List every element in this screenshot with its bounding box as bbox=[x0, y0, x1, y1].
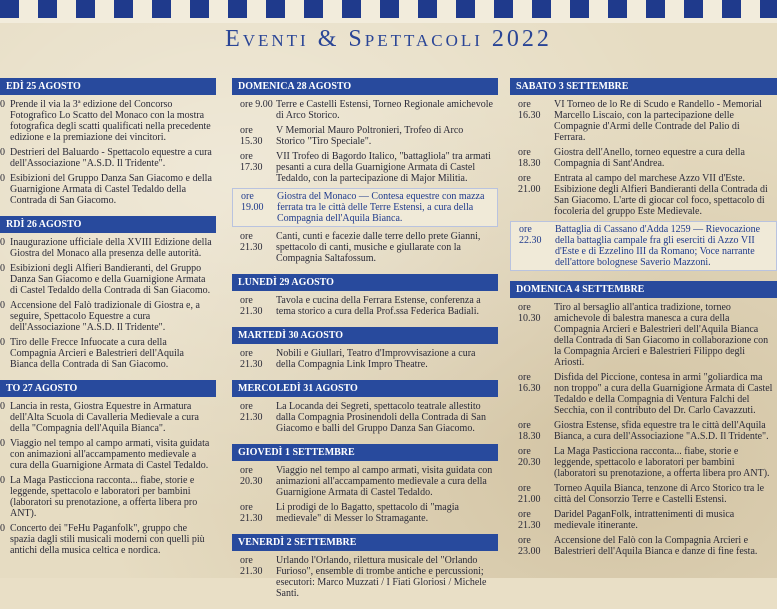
day-header: GIOVEDÌ 1 SETTEMBRE bbox=[232, 444, 498, 461]
event-description: Canti, cunti e facezie dalle terre dello prete Gianni, spettacolo di canti, musiche e giullarate con la Compagnia Saltafossum. bbox=[276, 231, 481, 264]
event-row bbox=[232, 99, 498, 121]
event-row bbox=[232, 151, 498, 184]
event-row bbox=[0, 147, 216, 169]
event-time: ore 21.30 bbox=[240, 348, 263, 370]
event-time: ore 23.00 bbox=[518, 535, 541, 557]
event-time: ore 17.30 bbox=[240, 151, 263, 173]
event-time: ore 20.30 bbox=[240, 465, 263, 487]
event-time: ore 22.30 bbox=[519, 224, 542, 246]
event-description: Esibizioni degli Alfieri Bandieranti, del Gruppo Danza San Giacomo e della Guarnigione Armata di Castel Tedaldo della Contrada di San Giacomo. bbox=[10, 263, 211, 296]
event-row bbox=[510, 173, 777, 217]
event-description: Tavola e cucina della Ferrara Estense, conferenza a tema storico a cura della Prof.ssa Federica Badiali. bbox=[276, 295, 481, 317]
event-time: ore 21.00 bbox=[518, 173, 541, 195]
event-time: 0 bbox=[0, 99, 5, 110]
event-time: ore 10.30 bbox=[518, 302, 541, 324]
event-row bbox=[232, 502, 498, 524]
event-description: VII Trofeo di Bagordo Italico, "battagliola" tra armati pesanti a cura della Guarnigione Armata di Castel Tedaldo, con la partecipazione di Major Militia. bbox=[276, 151, 491, 184]
event-description: Prende il via la 3ª edizione del Concorso Fotografico Lo Scatto del Monaco con la mostra fotografica degli scatti qualificati nella precedente edizione e la premiazione dei vincitori. bbox=[10, 99, 211, 143]
event-row bbox=[232, 295, 498, 317]
event-time: ore 21.30 bbox=[240, 502, 263, 524]
day-header: EDÌ 25 AGOSTO bbox=[0, 78, 216, 95]
column-3 bbox=[510, 78, 777, 567]
event-description: La Maga Pasticciona racconta... fiabe, storie e leggende, spettacolo e laboratori per bambini (laboratori su prenotazione, a offerta libera pro ANT). bbox=[10, 475, 198, 519]
event-time: 0 bbox=[0, 237, 5, 248]
event-description: Viaggio nel tempo al campo armati, visita guidata con animazioni all'accampamento medievale a cura della Guarnigione Armata di Castel Tedaldo. bbox=[10, 438, 210, 471]
event-row bbox=[0, 300, 216, 333]
event-row bbox=[510, 509, 777, 531]
event-row bbox=[510, 372, 777, 416]
event-time: 0 bbox=[0, 401, 5, 412]
day-header: TO 27 AGOSTO bbox=[0, 380, 216, 397]
event-time: ore 16.30 bbox=[518, 99, 541, 121]
day-header: DOMENICA 4 SETTEMBRE bbox=[510, 281, 777, 298]
event-description: Inaugurazione ufficiale della XVIII Edizione della Giostra del Monaco alla presenza delle autorità. bbox=[10, 237, 212, 259]
event-row bbox=[510, 147, 777, 169]
event-row bbox=[0, 523, 216, 556]
day-header: RDÌ 26 AGOSTO bbox=[0, 216, 216, 233]
event-time: 0 bbox=[0, 300, 5, 311]
event-time: 0 bbox=[0, 173, 5, 184]
event-description: Destrieri del Baluardo - Spettacolo equestre a cura dell'Associazione "A.S.D. Il Tridente". bbox=[10, 147, 212, 169]
event-description: Li prodigi de lo Bagatto, spettacolo di "magia medievale" di Messer lo Stramagante. bbox=[276, 502, 459, 524]
event-description: Lancia in resta, Giostra Equestre in Armatura dell'Alta Scuola di Cavalleria Medievale a cura della "Compagnia dell'Aquila Bianca". bbox=[10, 401, 199, 434]
day-header: SABATO 3 SETTEMBRE bbox=[510, 78, 777, 95]
event-row bbox=[510, 302, 777, 368]
event-row bbox=[510, 99, 777, 143]
event-row bbox=[0, 99, 216, 143]
event-row bbox=[232, 401, 498, 434]
page-title: Eventi & Spettacoli 2022 bbox=[225, 26, 552, 52]
event-description: Giostra Estense, sfida equestre tra le città dell'Aquila Bianca, a cura dell'Associazione "A.S.D. Il Tridente". bbox=[554, 420, 769, 442]
event-time: ore 9.00 bbox=[240, 99, 273, 110]
event-time: ore 21.30 bbox=[240, 401, 263, 423]
event-row bbox=[510, 483, 777, 505]
event-description: Giostra dell'Anello, torneo equestre a cura della Compagnia di Sant'Andrea. bbox=[554, 147, 745, 169]
day-header: LUNEDÌ 29 AGOSTO bbox=[232, 274, 498, 291]
event-description: Daridel PaganFolk, intrattenimenti di musica medievale itinerante. bbox=[554, 509, 735, 531]
event-description: Viaggio nel tempo al campo armati, visita guidata con animazioni all'accampamento medievale a cura della Guarnigione Armata di Castel Tedaldo. bbox=[276, 465, 493, 498]
checkered-border bbox=[0, 0, 777, 18]
event-description: Nobili e Giullari, Teatro d'Improvvisazione a cura della Compagnia Link Impro Theatre. bbox=[276, 348, 476, 370]
event-description: VI Torneo de lo Re di Scudo e Randello - Memorial Marcello Liscaio, con la partecipazione delle Compagnie d'Armi delle Contrade del Palio di Ferrara. bbox=[554, 99, 762, 143]
event-description: Torneo Aquila Bianca, tenzone di Arco Storico tra le città del Consorzio Terre e Castelli Estensi. bbox=[554, 483, 765, 505]
event-row bbox=[0, 438, 216, 471]
event-description: Accensione del Falò con la Compagnia Arcieri e Balestrieri dell'Aquila Bianca e danze di fine festa. bbox=[554, 535, 758, 557]
event-row bbox=[232, 125, 498, 147]
event-time: 0 bbox=[0, 263, 5, 274]
event-row bbox=[0, 237, 216, 259]
event-description: La Maga Pasticciona racconta... fiabe, storie e leggende, spettacolo e laboratori per bambini (laboratori su prenotazione, a offerta libera pro ANT). bbox=[554, 446, 770, 479]
border-strip bbox=[0, 18, 777, 23]
event-time: 0 bbox=[0, 475, 5, 486]
event-time: ore 15.30 bbox=[240, 125, 263, 147]
event-row bbox=[0, 173, 216, 206]
event-row bbox=[0, 475, 216, 519]
event-description: Entrata al campo del marchese Azzo VII d'Este. Esibizione degli Alfieri Bandieranti della Contrada di San Giacomo. L'arte di giocar col foco, spettacolo di focoleria del gruppo Este Medievale. bbox=[554, 173, 768, 217]
event-time: ore 16.30 bbox=[518, 372, 541, 394]
day-header: MERCOLEDÌ 31 AGOSTO bbox=[232, 380, 498, 397]
event-description: Disfida del Piccione, contesa in armi "goliardica ma non troppo" a cura della Guarnigione Armata di Castel Tedaldo e della Compagnia di Ventura Falchi del Secchia, con il contributo del Dr. Carlo Cavazzuti. bbox=[554, 372, 773, 416]
event-time: 0 bbox=[0, 147, 5, 158]
event-row bbox=[510, 535, 777, 557]
event-description: Tiro delle Frecce Infuocate a cura della Compagnia Arcieri e Balestrieri dell'Aquila Bianca della Contrada di San Giacomo. bbox=[10, 337, 184, 370]
day-header: MARTEDÌ 30 AGOSTO bbox=[232, 327, 498, 344]
column-2 bbox=[232, 78, 498, 609]
event-time: 0 bbox=[0, 438, 5, 449]
event-row bbox=[510, 221, 777, 271]
event-time: ore 18.30 bbox=[518, 420, 541, 442]
event-row bbox=[0, 263, 216, 296]
event-time: ore 21.30 bbox=[240, 231, 263, 253]
event-row bbox=[0, 401, 216, 434]
event-description: Urlando l'Orlando, rilettura musicale del "Orlando Furioso", ensemble di trombe antiche e percussioni; esecutori: Marco Muzzati / I Fiati Gloriosi / Michele Santi. bbox=[276, 555, 487, 599]
event-time: ore 21.30 bbox=[240, 295, 263, 317]
event-description: Giostra del Monaco — Contesa equestre con mazza ferrata tra le città delle Terre Estensi, a cura della Compagnia dell'Aquila Bianca. bbox=[277, 191, 485, 224]
event-row bbox=[510, 420, 777, 442]
event-time: ore 21.30 bbox=[518, 509, 541, 531]
event-row bbox=[232, 555, 498, 599]
event-row bbox=[232, 348, 498, 370]
event-description: Accensione del Falò tradizionale di Giostra e, a seguire, Spettacolo Equestre a cura dell'Associazione "A.S.D. Il Tridente". bbox=[10, 300, 200, 333]
event-description: La Locanda dei Segreti, spettacolo teatrale allestito dalla Compagnia Prosinendoli della Contrada di San Giacomo e balli del Gruppo Danza San Giacomo. bbox=[276, 401, 486, 434]
event-row bbox=[232, 231, 498, 264]
day-header: DOMENICA 28 AGOSTO bbox=[232, 78, 498, 95]
column-1 bbox=[0, 78, 216, 566]
event-time: ore 20.30 bbox=[518, 446, 541, 468]
event-row bbox=[232, 465, 498, 498]
event-time: 0 bbox=[0, 337, 5, 348]
event-row bbox=[232, 188, 498, 227]
event-row bbox=[0, 337, 216, 370]
event-description: Tiro al bersaglio all'antica tradizione, torneo amichevole di balestra manesca a cura della Compagnia Arcieri e Balestrieri dell'Aquila Bianca della Contrada di San Giacomo in collaborazione con la Compagnia Arcieri e Balestrieri Filippo degli Ariosti. bbox=[554, 302, 769, 368]
event-description: V Memorial Mauro Poltronieri, Trofeo di Arco Storico "Tiro Speciale". bbox=[276, 125, 464, 147]
event-time: 0 bbox=[0, 523, 5, 534]
event-row bbox=[510, 446, 777, 479]
event-time: ore 19.00 bbox=[241, 191, 264, 213]
day-header: VENERDÌ 2 SETTEMBRE bbox=[232, 534, 498, 551]
event-time: ore 18.30 bbox=[518, 147, 541, 169]
event-time: ore 21.00 bbox=[518, 483, 541, 505]
event-description: Battaglia di Cassano d'Adda 1259 — Rievocazione della battaglia campale fra gli eserciti di Azzo VII d'Este e di Ezzelino III da Romano; Voce narrante dell'attore bolognese Saverio Mazzoni. bbox=[555, 224, 761, 268]
event-description: Concerto dei "FeHu Paganfolk", gruppo che spazia dagli stili musicali moderni con quelli più antichi della musica celtica e nordica. bbox=[10, 523, 205, 556]
event-description: Esibizioni del Gruppo Danza San Giacomo e della Guarnigione Armata di Castel Tedaldo della Contrada di San Giacomo. bbox=[10, 173, 212, 206]
event-description: Terre e Castelli Estensi, Torneo Regionale amichevole di Arco Storico. bbox=[276, 99, 493, 121]
event-time: ore 21.30 bbox=[240, 555, 263, 577]
